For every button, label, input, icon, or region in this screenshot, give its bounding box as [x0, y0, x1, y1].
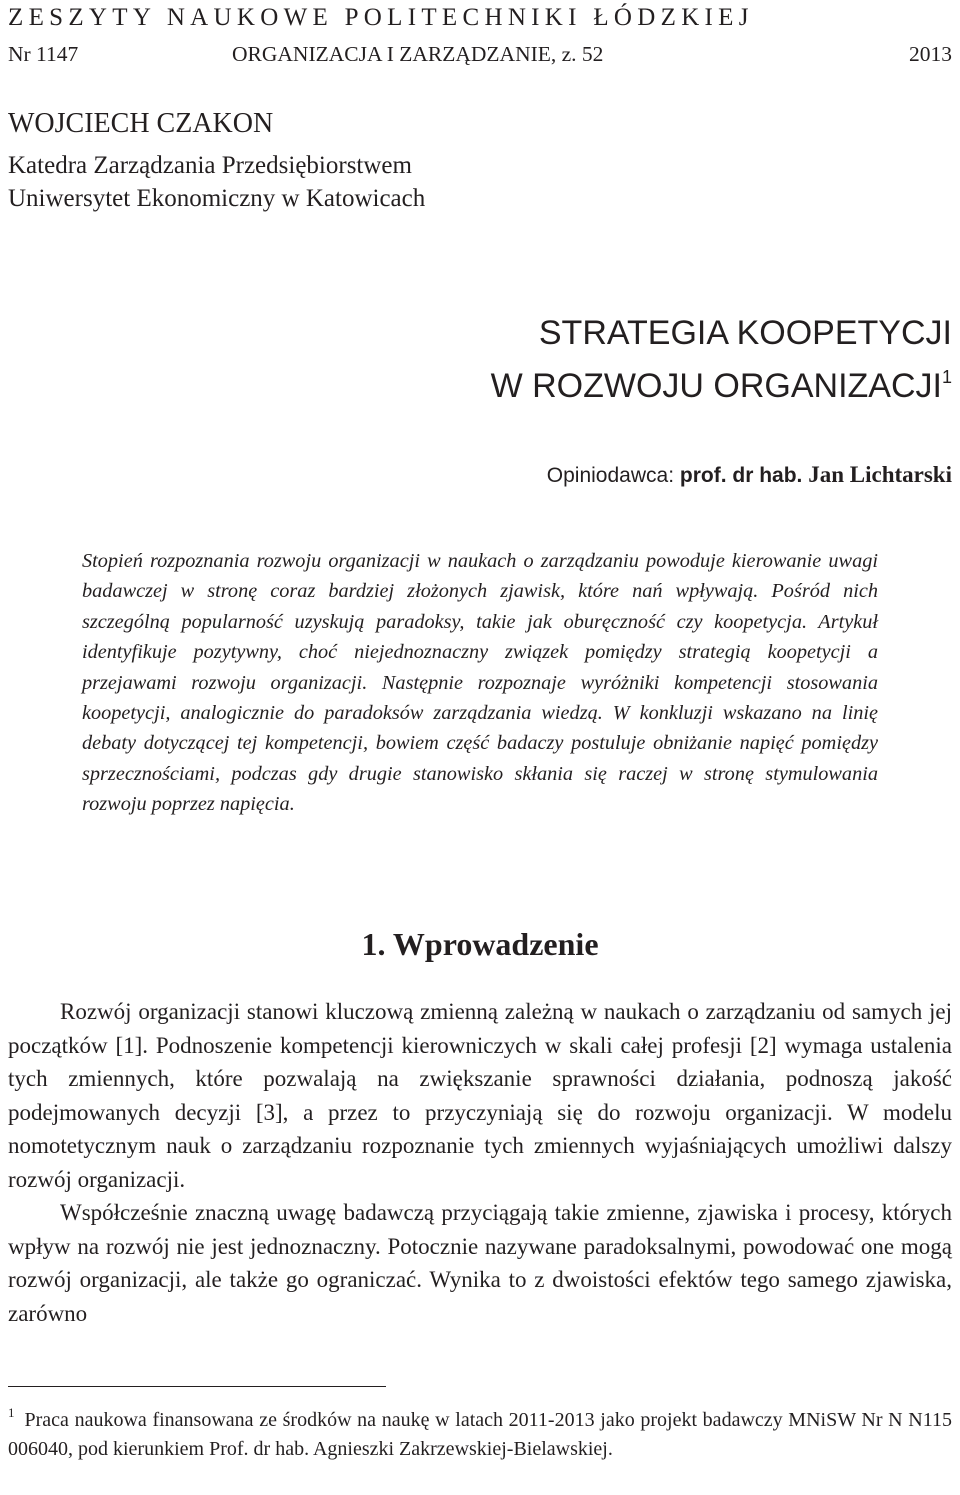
affiliation-university: Uniwersytet Ekonomiczny w Katowicach [8, 185, 426, 212]
footnote-mark: 1 [8, 1405, 15, 1420]
body-paragraph: Rozwój organizacji stanowi kluczową zmienną zależną w naukach o zarządzaniu od samych jej początków [1]. Podnoszenie kompetencji kierowniczych w skali całej profesji [2] wymaga ustalenia tych zmiennych, które pozwalają na zwiększanie sprawności działania, podnoszą jakość podejmowanych decyzji [3], a przez to przyczyniają się do rozwoju organizacji. W modelu nomotetycznym nauk o zarządzaniu rozpoznanie tych zmiennych wyjaśniających umożliwi dalszy rozwój organizacji. [8, 999, 952, 1192]
reviewer-line [547, 462, 952, 488]
footnote-text: Praca naukowa finansowana ze środków na naukę w latach 2011-2013 jako projekt badawczy MNiSW Nr N N115 006040, pod kierunkiem Prof. dr hab. Agnieszki Zakrzewskiej-Bielawskiej. [8, 1409, 952, 1460]
series-name: ORGANIZACJA I ZARZĄDZANIE, z. 52 [232, 42, 604, 66]
article-title-line-1: STRATEGIA KOOPETYCJI [538, 314, 952, 352]
footnote [8, 1398, 952, 1464]
title-footnote-mark: 1 [941, 367, 952, 387]
reviewer-degree: prof. dr hab. [679, 464, 803, 487]
issue-year: 2013 [909, 42, 952, 66]
paper-page [8, 0, 952, 1495]
section-body [8, 995, 952, 1330]
reviewer-name: Jan Lichtarski [808, 462, 952, 487]
abstract: Stopień rozpoznania rozwoju organizacji w naukach o zarządzaniu powoduje kierowanie uwagi badawczej w stronę coraz bardziej złożonych zjawisk, które nań wpływają. Pośród nich szczególną popularność uzyskują paradoksy, takie jak oburęczność czy koopetycja. Artykuł identyfikuje pozytywny, choć niejednoznaczny związek pomiędzy strategią koopetycji a przejawami rozwoju organizacji. Następnie rozpoznaje wyróżniki kompetencji stosowania koopetycji, analogicznie do paradoksów zarządzania wiedzą. W konkluzji wskazano na linię debaty dotyczącej tej kompetencji, bowiem część badaczy postuluje obniżanie napięć pomiędzy sprzecznościami, podczas gdy drugie stanowisko skłania się raczej w stronę stymulowania rozwoju poprzez napięcia. [82, 550, 878, 816]
reviewer-label: Opiniodawca: [546, 464, 675, 487]
author-name: WOJCIECH CZAKON [8, 108, 274, 139]
section-heading: 1. Wprowadzenie [361, 926, 599, 962]
affiliation-department: Katedra Zarządzania Przedsiębiorstwem [8, 152, 412, 179]
issue-number: Nr 1147 [8, 42, 79, 66]
journal-name: ZESZYTY NAUKOWE POLITECHNIKI ŁÓDZKIEJ [8, 4, 754, 31]
article-title-line-2 [491, 357, 952, 406]
footnote-rule [8, 1386, 386, 1387]
body-paragraph: Współcześnie znaczną uwagę badawczą przyciągają takie zmienne, zjawiska i procesy, których wpływ na rozwój nie jest jednoznaczny. Potocznie nazywane paradoksalnymi, powodować one mogą rozwój organizacji, ale także go ograniczać. Wynika to z dwoistości efektów tego samego zjawiska, zarówno [8, 1200, 952, 1326]
article-title-line-2-text: W ROZWOJU ORGANIZACJI [490, 367, 942, 405]
